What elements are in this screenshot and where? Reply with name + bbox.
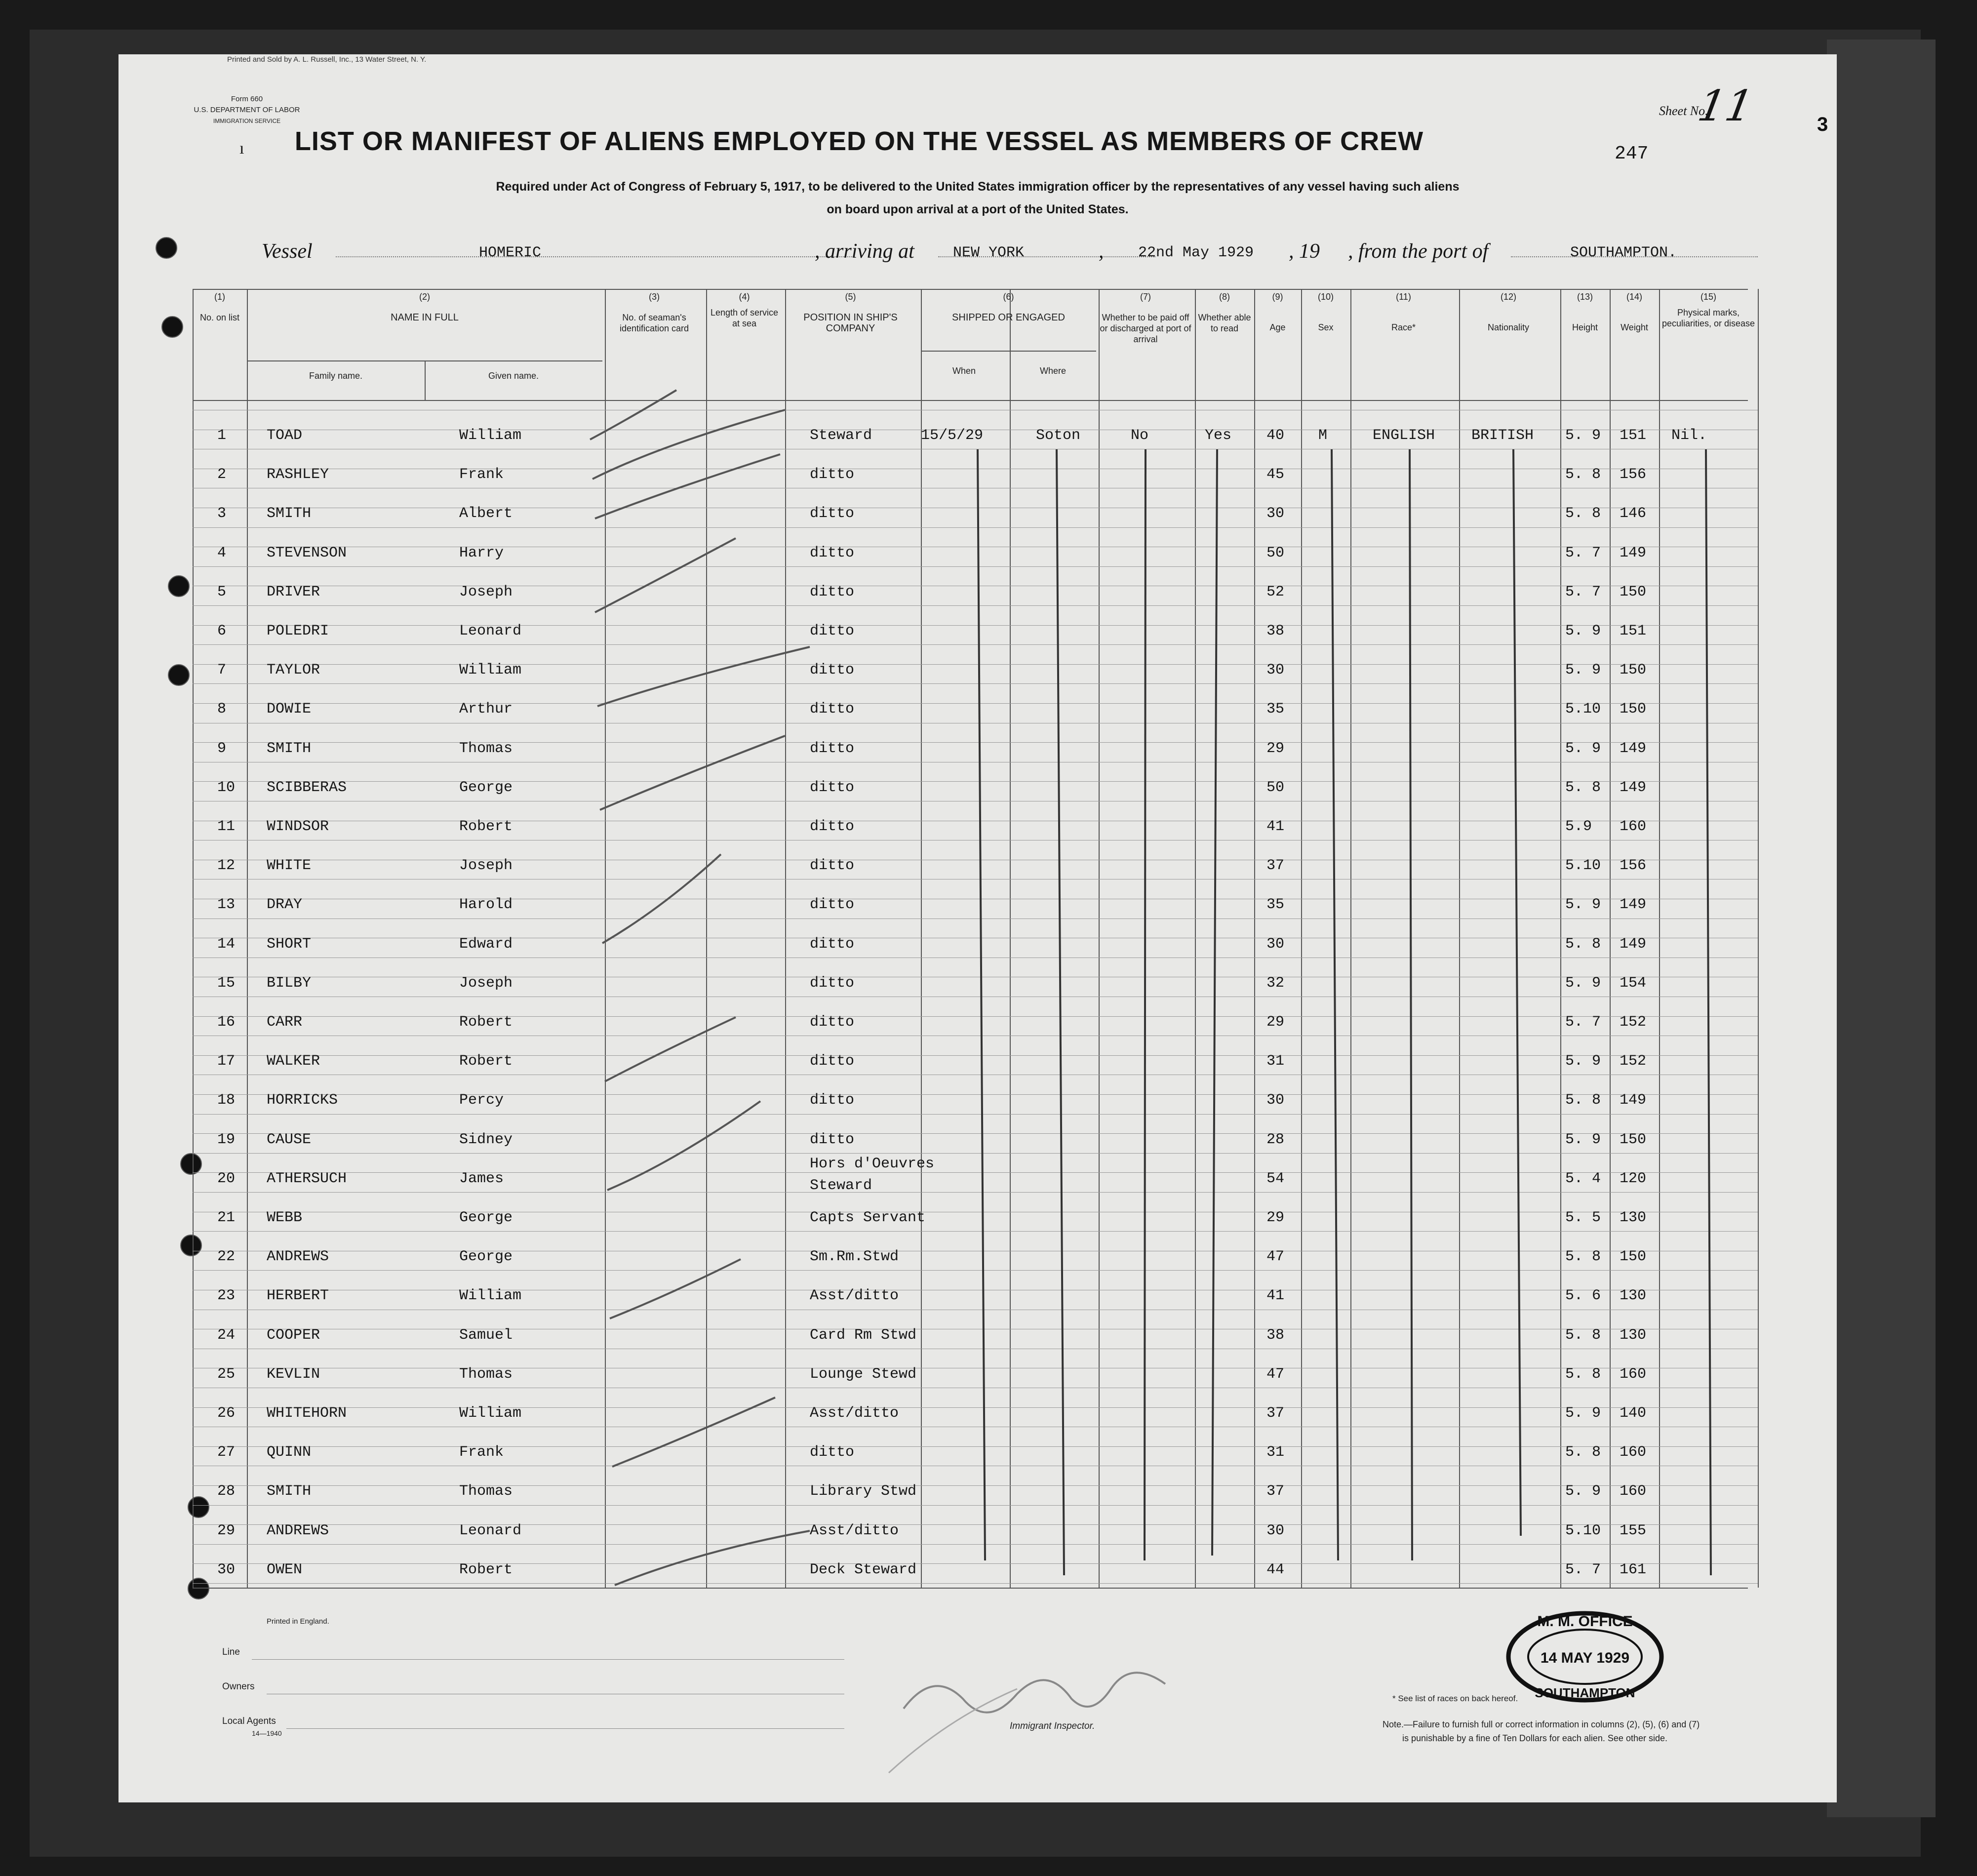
position: Deck Steward — [810, 1561, 917, 1578]
family-name: ANDREWS — [267, 1522, 329, 1539]
age: 30 — [1266, 505, 1285, 522]
weight: 151 — [1620, 623, 1647, 639]
page-title: LIST OR MANIFEST OF ALIENS EMPLOYED ON THE VESSEL AS MEMBERS OF CREW — [294, 126, 1424, 156]
office-stamp — [1503, 1607, 1666, 1706]
weight: 152 — [1620, 1014, 1647, 1031]
given-name: Sidney — [459, 1131, 513, 1148]
position: ditto — [810, 1092, 855, 1109]
col8-header: (8) Whether able to read — [1198, 292, 1251, 333]
age: 54 — [1266, 1170, 1285, 1187]
height: 5. 7 — [1565, 1561, 1601, 1578]
age: 47 — [1266, 1365, 1285, 1383]
weight: 150 — [1620, 1131, 1647, 1148]
height: 5. 9 — [1565, 1053, 1601, 1070]
position: ditto — [810, 583, 855, 600]
shipped-when: 15/5/29 — [921, 427, 984, 444]
family-name: BILBY — [267, 974, 312, 992]
age: 50 — [1266, 544, 1285, 561]
col6-header: (6) SHIPPED OR ENGAGED — [952, 292, 1065, 323]
height: 5. 8 — [1565, 1326, 1601, 1344]
arriving-label: , arriving at — [815, 240, 914, 263]
row-number: 26 — [217, 1405, 236, 1422]
given-name: Frank — [459, 466, 504, 483]
given-name: Leonard — [459, 1522, 522, 1539]
family-name: ANDREWS — [267, 1248, 329, 1266]
height: 5. 8 — [1565, 1365, 1601, 1383]
row-number: 18 — [217, 1092, 236, 1109]
weight: 150 — [1620, 1248, 1647, 1266]
row-number: 9 — [217, 740, 227, 757]
age: 44 — [1266, 1561, 1285, 1578]
sex: M — [1318, 427, 1328, 444]
line-label: Line — [222, 1647, 240, 1657]
row-number: 6 — [217, 623, 227, 639]
height: 5. 6 — [1565, 1287, 1601, 1305]
given-name: James — [459, 1170, 504, 1187]
age: 37 — [1266, 1483, 1285, 1500]
col10-header: (10) Sex — [1317, 292, 1334, 332]
row-number: 20 — [217, 1170, 236, 1187]
given-name: George — [459, 779, 513, 796]
age: 31 — [1266, 1444, 1285, 1461]
height: 5. 9 — [1565, 1131, 1601, 1148]
age: 38 — [1266, 623, 1285, 639]
position: ditto — [810, 662, 855, 679]
height: 5. 9 — [1565, 974, 1601, 992]
position: ditto — [810, 818, 855, 835]
paid-off: No — [1131, 427, 1149, 444]
given-name: Robert — [459, 1561, 513, 1578]
from-label: , from the port of — [1348, 240, 1489, 263]
weight: 149 — [1620, 779, 1647, 796]
row-number: 11 — [217, 818, 236, 835]
ditto-strokes — [119, 54, 1837, 1802]
row-number: 13 — [217, 896, 236, 914]
position: ditto — [810, 857, 855, 875]
line-fill — [252, 1659, 844, 1660]
row-number: 3 — [217, 505, 227, 522]
row-number: 19 — [217, 1131, 236, 1148]
given-name: Harry — [459, 544, 504, 561]
sheet-no-label: Sheet No. — [1659, 104, 1708, 118]
height: 5. 9 — [1565, 427, 1601, 444]
department: U.S. DEPARTMENT OF LABOR — [194, 106, 300, 114]
weight: 149 — [1620, 1092, 1647, 1109]
position: Lounge Stewd — [810, 1365, 917, 1383]
weight: 160 — [1620, 818, 1647, 835]
height: 5. 8 — [1565, 935, 1601, 953]
position: ditto — [810, 466, 855, 483]
col11-header: (11) Race* — [1391, 292, 1416, 332]
height: 5. 9 — [1565, 896, 1601, 914]
vessel-name: HOMERIC — [479, 244, 542, 261]
given-name: George — [459, 1248, 513, 1266]
family-name: COOPER — [267, 1326, 320, 1344]
col9-header: (9) Age — [1269, 292, 1286, 332]
height: 5. 9 — [1565, 740, 1601, 757]
family-name: HERBERT — [267, 1287, 329, 1305]
age: 47 — [1266, 1248, 1285, 1266]
col12-header: (12) Nationality — [1487, 292, 1530, 332]
given-name: Thomas — [459, 1483, 513, 1500]
position: Card Rm Stwd — [810, 1326, 917, 1344]
age: 30 — [1266, 1092, 1285, 1109]
race: ENGLISH — [1373, 427, 1435, 444]
physical-marks: Nil. — [1671, 427, 1707, 444]
service: IMMIGRATION SERVICE — [213, 118, 281, 124]
position: Asst/ditto — [810, 1405, 899, 1422]
family-name: STEVENSON — [267, 544, 347, 561]
family-name: SMITH — [267, 740, 312, 757]
weight: 130 — [1620, 1209, 1647, 1226]
age: 29 — [1266, 740, 1285, 757]
row-number: 25 — [217, 1365, 236, 1383]
row-number: 1 — [217, 427, 227, 444]
row-number: 7 — [217, 662, 227, 679]
family-name: WEBB — [267, 1209, 303, 1226]
height: 5.10 — [1565, 1522, 1601, 1539]
arriving-port: NEW YORK — [953, 244, 1025, 261]
family-name: WHITEHORN — [267, 1405, 347, 1422]
given-name: Robert — [459, 818, 513, 835]
family-name: DRIVER — [267, 583, 320, 600]
row-number: 4 — [217, 544, 227, 561]
position: ditto — [810, 544, 855, 561]
row-number: 12 — [217, 857, 236, 875]
position: ditto — [810, 974, 855, 992]
family-name: KEVLIN — [267, 1365, 320, 1383]
age: 35 — [1266, 701, 1285, 718]
age: 30 — [1266, 1522, 1285, 1539]
weight: 160 — [1620, 1444, 1647, 1461]
col4-header: (4) Length of service at sea — [710, 292, 779, 328]
weight: 161 — [1620, 1561, 1647, 1578]
where-header: Where — [1039, 366, 1066, 376]
position: ditto — [810, 779, 855, 796]
age: 28 — [1266, 1131, 1285, 1148]
weight: 130 — [1620, 1326, 1647, 1344]
age: 29 — [1266, 1014, 1285, 1031]
family-name: POLEDRI — [267, 623, 329, 639]
position: ditto — [810, 701, 855, 718]
height: 5. 8 — [1565, 1248, 1601, 1266]
note-line-1: Note.—Failure to furnish full or correct information in columns (2), (5), (6) and (7) — [1383, 1719, 1700, 1729]
row-number: 29 — [217, 1522, 236, 1539]
family-name: SMITH — [267, 1483, 312, 1500]
height: 5. 8 — [1565, 466, 1601, 483]
given-name: Leonard — [459, 623, 522, 639]
height: 5. 8 — [1565, 779, 1601, 796]
position: ditto — [810, 1053, 855, 1070]
position: Asst/ditto — [810, 1522, 899, 1539]
row-number: 22 — [217, 1248, 236, 1266]
age: 37 — [1266, 857, 1285, 875]
form-number: Form 660 — [231, 95, 263, 103]
position: ditto — [810, 1444, 855, 1461]
given-name: Frank — [459, 1444, 504, 1461]
family-name: TOAD — [267, 427, 303, 444]
col14-header: (14) Weight — [1621, 292, 1648, 332]
col5-header: (5) POSITION IN SHIP'S COMPANY — [803, 292, 898, 334]
row-number: 21 — [217, 1209, 236, 1226]
shipped-where: Soton — [1036, 427, 1081, 444]
weight: 146 — [1620, 505, 1647, 522]
row-number: 8 — [217, 701, 227, 718]
weight: 156 — [1620, 857, 1647, 875]
note-line-2: is punishable by a fine of Ten Dollars for each alien. See other side. — [1402, 1733, 1667, 1743]
weight: 151 — [1620, 427, 1647, 444]
row-number: 24 — [217, 1326, 236, 1344]
family-name: SHORT — [267, 935, 312, 953]
given-name: Thomas — [459, 740, 513, 757]
position: ditto — [810, 1014, 855, 1031]
height: 5. 8 — [1565, 505, 1601, 522]
age: 30 — [1266, 662, 1285, 679]
height: 5. 9 — [1565, 662, 1601, 679]
family-name: QUINN — [267, 1444, 312, 1461]
weight: 160 — [1620, 1365, 1647, 1383]
given-name: Albert — [459, 505, 513, 522]
age: 41 — [1266, 818, 1285, 835]
row-number: 14 — [217, 935, 236, 953]
inspector-label: Immigrant Inspector. — [1010, 1721, 1095, 1731]
age: 30 — [1266, 935, 1285, 953]
year-prefix: , 19 — [1289, 240, 1320, 263]
position: Capts Servant — [810, 1209, 926, 1226]
manifest-sheet — [119, 54, 1837, 1802]
weight: 152 — [1620, 1053, 1647, 1070]
row-number: 2 — [217, 466, 227, 483]
family-name: WHITE — [267, 857, 312, 875]
nationality: BRITISH — [1471, 427, 1534, 444]
family-name: CARR — [267, 1014, 303, 1031]
weight: 150 — [1620, 701, 1647, 718]
printer-note: Printed and Sold by A. L. Russell, Inc., 13 Water Street, N. Y. — [227, 55, 427, 64]
family-name: RASHLEY — [267, 466, 329, 483]
height: 5.10 — [1565, 701, 1601, 718]
race-note: * See list of races on back hereof. — [1392, 1694, 1518, 1703]
given-name: Robert — [459, 1014, 513, 1031]
agents-fill — [286, 1728, 844, 1729]
col2-header: (2) NAME IN FULL — [391, 292, 459, 323]
family-name: OWEN — [267, 1561, 303, 1578]
sheet-no-value: 11 — [1694, 81, 1757, 131]
age: 40 — [1266, 427, 1285, 444]
row-number: 16 — [217, 1014, 236, 1031]
given-name: Joseph — [459, 583, 513, 600]
backing-edge — [1827, 40, 1936, 1817]
position: ditto — [810, 740, 855, 757]
height: 5. 9 — [1565, 623, 1601, 639]
owners-label: Owners — [222, 1681, 255, 1692]
row-number: 30 — [217, 1561, 236, 1578]
row-number: 5 — [217, 583, 227, 600]
weight: 154 — [1620, 974, 1647, 992]
family-name: SMITH — [267, 505, 312, 522]
svg-text:14 MAY 1929: 14 MAY 1929 — [1540, 1650, 1630, 1666]
given-name: Thomas — [459, 1365, 513, 1383]
position: ditto — [810, 896, 855, 914]
row-number: 17 — [217, 1053, 236, 1070]
position: ditto — [810, 1131, 855, 1148]
weight: 160 — [1620, 1483, 1647, 1500]
height: 5. 8 — [1565, 1444, 1601, 1461]
given-name: Edward — [459, 935, 513, 953]
family-name: WALKER — [267, 1053, 320, 1070]
age: 37 — [1266, 1405, 1285, 1422]
position: ditto — [810, 505, 855, 522]
weight: 150 — [1620, 583, 1647, 600]
page-number: 247 — [1615, 143, 1649, 164]
given-name: William — [459, 1287, 522, 1305]
age: 29 — [1266, 1209, 1285, 1226]
position: ditto — [810, 935, 855, 953]
arrival-date: 22nd May 1929 — [1138, 244, 1254, 261]
vessel-label: Vessel — [262, 240, 313, 263]
svg-text:SOUTHAMPTON: SOUTHAMPTON — [1535, 1685, 1635, 1700]
edge-number: 3 — [1817, 114, 1828, 135]
age: 38 — [1266, 1326, 1285, 1344]
tick-mark: ı — [239, 139, 244, 158]
family-name: HORRICKS — [267, 1092, 338, 1109]
given-name: George — [459, 1209, 513, 1226]
row-number: 23 — [217, 1287, 236, 1305]
weight: 155 — [1620, 1522, 1647, 1539]
weight: 149 — [1620, 544, 1647, 561]
form-code: 14—1940 — [252, 1729, 282, 1737]
height: 5. 7 — [1565, 544, 1601, 561]
height: 5. 7 — [1565, 1014, 1601, 1031]
height: 5. 8 — [1565, 1092, 1601, 1109]
row-number: 27 — [217, 1444, 236, 1461]
row-number: 28 — [217, 1483, 236, 1500]
age: 35 — [1266, 896, 1285, 914]
printed-in: Printed in England. — [267, 1617, 329, 1626]
family-name: TAYLOR — [267, 662, 320, 679]
position: Hors d'Oeuvres Steward — [810, 1155, 935, 1194]
weight: 130 — [1620, 1287, 1647, 1305]
weight: 150 — [1620, 662, 1647, 679]
position: Sm.Rm.Stwd — [810, 1248, 899, 1266]
subtitle: Required under Act of Congress of February 5, 1917, to be delivered to the United States immigration officer by the representatives of any vessel having such aliens on board upon arrival at a port of the United States. — [496, 180, 1460, 216]
col1-header: (1) No. on list — [199, 292, 240, 322]
height: 5. 5 — [1565, 1209, 1601, 1226]
height: 5.10 — [1565, 857, 1601, 875]
height: 5. 4 — [1565, 1170, 1601, 1187]
family-name: CAUSE — [267, 1131, 312, 1148]
given-name: Joseph — [459, 857, 513, 875]
given-name: William — [459, 1405, 522, 1422]
family-name-header: Family name. — [309, 371, 363, 381]
position: Library Stwd — [810, 1483, 917, 1500]
when-header: When — [952, 366, 976, 376]
row-number: 10 — [217, 779, 236, 796]
weight: 120 — [1620, 1170, 1647, 1187]
row-number: 15 — [217, 974, 236, 992]
col3-header: (3) No. of seaman's identification card — [619, 292, 689, 333]
given-name: Samuel — [459, 1326, 513, 1344]
position: Asst/ditto — [810, 1287, 899, 1305]
given-name: Percy — [459, 1092, 504, 1109]
date-sep: , — [1099, 240, 1104, 263]
age: 41 — [1266, 1287, 1285, 1305]
given-name: Joseph — [459, 974, 513, 992]
given-name: Harold — [459, 896, 513, 914]
col13-header: (13) Height — [1572, 292, 1598, 332]
weight: 149 — [1620, 935, 1647, 953]
family-name: SCIBBERAS — [267, 779, 347, 796]
height: 5. 9 — [1565, 1405, 1601, 1422]
able-to-read: Yes — [1205, 427, 1232, 444]
col15-header: (15) Physical marks, peculiarities, or disease — [1661, 292, 1755, 328]
height: 5.9 — [1565, 818, 1592, 835]
weight: 156 — [1620, 466, 1647, 483]
age: 50 — [1266, 779, 1285, 796]
height: 5. 7 — [1565, 583, 1601, 600]
from-port: SOUTHAMPTON. — [1570, 244, 1677, 261]
age: 31 — [1266, 1053, 1285, 1070]
given-name: Arthur — [459, 701, 513, 718]
given-name: Robert — [459, 1053, 513, 1070]
col7-header: (7) Whether to be paid off or discharged at port of arrival — [1100, 292, 1191, 344]
family-name: WINDSOR — [267, 818, 329, 835]
family-name: DRAY — [267, 896, 303, 914]
given-name: William — [459, 427, 522, 444]
weight: 149 — [1620, 896, 1647, 914]
family-name: ATHERSUCH — [267, 1170, 347, 1187]
age: 52 — [1266, 583, 1285, 600]
position: Steward — [810, 427, 872, 444]
position: ditto — [810, 623, 855, 639]
agents-label: Local Agents — [222, 1716, 276, 1726]
weight: 149 — [1620, 740, 1647, 757]
height: 5. 9 — [1565, 1483, 1601, 1500]
family-name: DOWIE — [267, 701, 312, 718]
given-name-header: Given name. — [488, 371, 539, 381]
svg-text:M. M. OFFICE: M. M. OFFICE — [1537, 1613, 1633, 1630]
weight: 140 — [1620, 1405, 1647, 1422]
age: 45 — [1266, 466, 1285, 483]
given-name: William — [459, 662, 522, 679]
age: 32 — [1266, 974, 1285, 992]
